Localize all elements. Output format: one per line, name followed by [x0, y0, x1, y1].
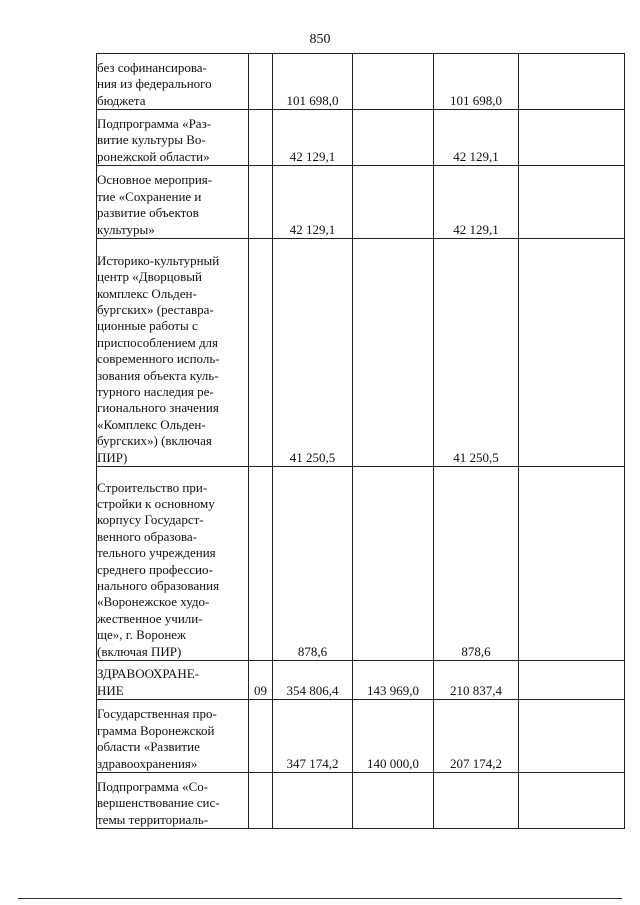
- row-code: [249, 239, 273, 467]
- row-name: Подпрограмма «Со- вершенствование сис- темы территориаль-: [97, 773, 249, 829]
- table-row: [97, 166, 625, 239]
- row-name: Подпрограмма «Раз- витие культуры Во- ронежской области»: [97, 110, 249, 166]
- row-code: [249, 110, 273, 166]
- table-row: [97, 239, 625, 467]
- row-col-a: 140 000,0: [353, 700, 434, 773]
- budget-table: [96, 53, 625, 829]
- page-number: 850: [309, 32, 331, 47]
- table-row: [97, 661, 625, 700]
- row-total: 41 250,5: [273, 239, 353, 467]
- row-col-c: [519, 773, 625, 829]
- row-total: 42 129,1: [273, 110, 353, 166]
- row-col-c: [519, 239, 625, 467]
- row-col-b: [434, 773, 519, 829]
- table-row: [97, 54, 625, 110]
- table-row: [97, 700, 625, 773]
- table-row: [97, 110, 625, 166]
- table-row: [97, 773, 625, 829]
- row-total: 354 806,4: [273, 661, 353, 700]
- row-code: 09: [249, 661, 273, 700]
- row-name: ЗДРАВООХРАНЕ- НИЕ: [97, 661, 249, 700]
- page-bottom-rule: [18, 898, 622, 899]
- row-col-b: 878,6: [434, 467, 519, 661]
- table-row: [97, 467, 625, 661]
- row-name: Государственная про- грамма Воронежской области «Развитие здравоохранения»: [97, 700, 249, 773]
- row-col-a: 143 969,0: [353, 661, 434, 700]
- row-code: [249, 54, 273, 110]
- row-col-b: 101 698,0: [434, 54, 519, 110]
- row-col-c: [519, 110, 625, 166]
- row-code: [249, 467, 273, 661]
- row-total: 347 174,2: [273, 700, 353, 773]
- row-col-c: [519, 467, 625, 661]
- row-col-a: [353, 166, 434, 239]
- row-col-c: [519, 54, 625, 110]
- row-col-a: [353, 54, 434, 110]
- row-name: Историко-культурный центр «Дворцовый комплекс Ольден- бургских» (реставра- ционные работы с приспособлением для современного исполь- зования объекта куль- турного наследия ре- гионального значения «Комплекс Ольден- бургских») (включая ПИР): [97, 239, 249, 467]
- row-col-a: [353, 239, 434, 467]
- row-col-a: [353, 467, 434, 661]
- row-total: 42 129,1: [273, 166, 353, 239]
- row-name: Основное мероприя- тие «Сохранение и развитие объектов культуры»: [97, 166, 249, 239]
- row-name: Строительство при- стройки к основному корпусу Государст- венного образова- тельного учреждения среднего профессио- нального образования «Воронежское худо- жественное учили- ще», г. Воронеж (включая ПИР): [97, 467, 249, 661]
- row-col-a: [353, 110, 434, 166]
- row-code: [249, 166, 273, 239]
- row-name: без софинансирова- ния из федерального бюджета: [97, 54, 249, 110]
- row-col-b: 207 174,2: [434, 700, 519, 773]
- row-total: 101 698,0: [273, 54, 353, 110]
- row-col-b: 41 250,5: [434, 239, 519, 467]
- row-col-c: [519, 166, 625, 239]
- row-col-c: [519, 700, 625, 773]
- row-code: [249, 700, 273, 773]
- row-col-c: [519, 661, 625, 700]
- row-code: [249, 773, 273, 829]
- row-total: [273, 773, 353, 829]
- row-col-b: 42 129,1: [434, 110, 519, 166]
- row-col-b: 210 837,4: [434, 661, 519, 700]
- row-total: 878,6: [273, 467, 353, 661]
- row-col-a: [353, 773, 434, 829]
- row-col-b: 42 129,1: [434, 166, 519, 239]
